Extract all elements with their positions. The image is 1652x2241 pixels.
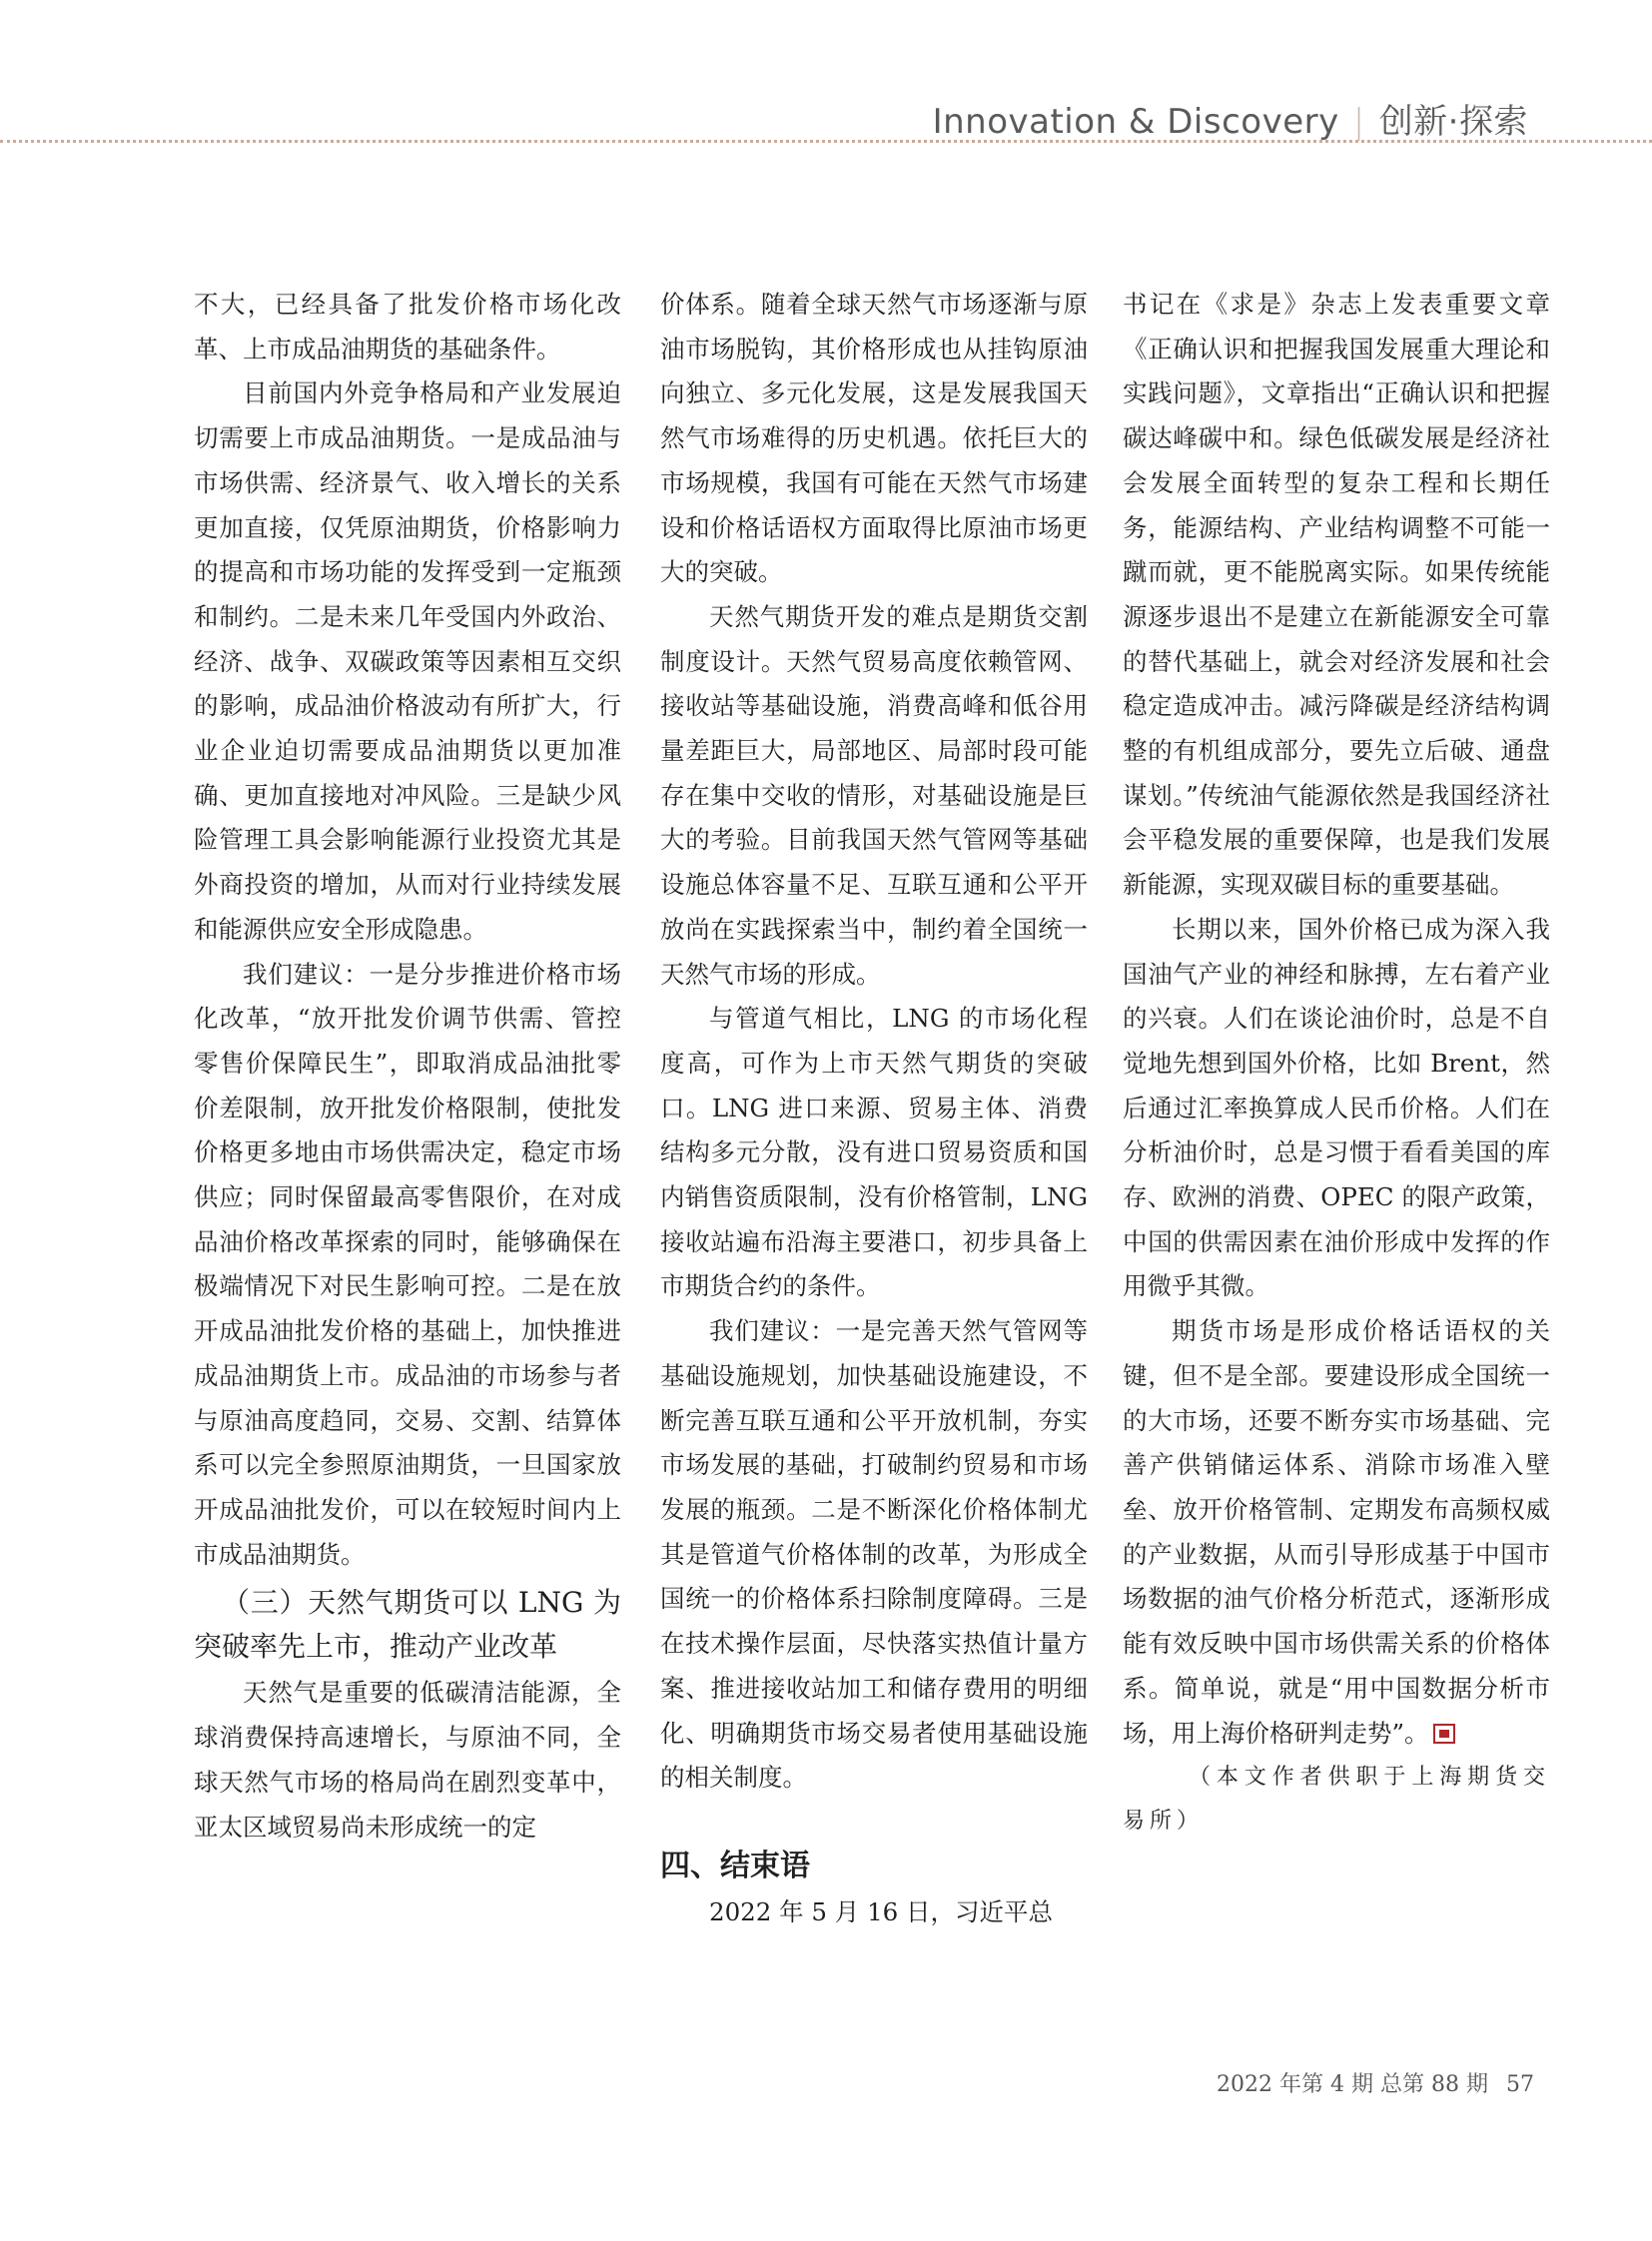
page-number: 57 bbox=[1506, 2072, 1534, 2097]
paragraph: 不大，已经具备了批发价格市场化改革、上市成品油期货的基础条件。 bbox=[194, 290, 621, 364]
section-name-english: Innovation & Discovery bbox=[932, 102, 1339, 142]
paragraph: 天然气是重要的低碳清洁能源，全球消费保持高速增长，与原油不同，全球天然气市场的格局尚在剧烈变革中，亚太区域贸易尚未形成统一的定 bbox=[194, 1678, 621, 1842]
subsection-heading: （三）天然气期货可以 LNG 为突破率先上市，推动产业改革 bbox=[194, 1586, 621, 1664]
section-name-chinese: 创新·探索 bbox=[1378, 102, 1528, 142]
running-head bbox=[933, 94, 1528, 143]
paragraph: 目前国内外竞争格局和产业发展迫切需要上市成品油期货。一是成品油与市场供需、经济景气、收入增长的关系更加直接，仅凭原油期货，价格影响力的提高和市场功能的发挥受到一定瓶颈和制约。二是未来几年受国内外政治、经济、战争、双碳政策等因素相互交织的影响，成品油价格波动有所扩大，行业企业迫切需要成品油期货以更加准确、更加直接地对冲风险。三是缺少风险管理工具会影响能源行业投资尤其是外商投资的增加，从而对行业持续发展和能源供应安全形成隐患。 bbox=[194, 378, 621, 944]
paragraph: 我们建议：一是分步推进价格市场化改革，“放开批发价调节供需、管控零售价保障民生”，即取消成品油批零价差限制，放开批发价格限制，使批发价格更多地由市场供需决定，稳定市场供应；同时保留最高零售限价，在对成品油价格改革探索的同时，能够确保在极端情况下对民生影响可控。二是在放开成品油批发价格的基础上，加快推进成品油期货上市。成品油的市场参与者与原油高度趋同，交易、交割、结算体系可以完全参照原油期货，一旦国家放开成品油批发价，可以在较短时间内上市成品油期货。 bbox=[194, 959, 621, 1569]
section-heading: 四、结束语 bbox=[660, 1848, 810, 1883]
paragraph: 书记在《求是》杂志上发表重要文章《正确认识和把握我国发展重大理论和实践问题》，文章指出“正确认识和把握碳达峰碳中和。绿色低碳发展是经济社会发展全面转型的复杂工程和长期任务，能源结构、产业结构调整不可能一蹴而就，更不能脱离实际。如果传统能源逐步退出不是建立在新能源安全可靠的替代基础上，就会对经济发展和社会稳定造成冲击。减污降碳是经济结构调整的有机组成部分，要先立后破、通盘谋划。”传统油气能源依然是我国经济社会平稳发展的重要保障，也是我们发展新能源，实现双碳目标的重要基础。 bbox=[1123, 290, 1550, 900]
paragraph: 价体系。随着全球天然气市场逐渐与原油市场脱钩，其价格形成也从挂钩原油向独立、多元化发展，这是发展我国天然气市场难得的历史机遇。依托巨大的市场规模，我国有可能在天然气市场建设和价格话语权方面取得比原油市场更大的突破。 bbox=[660, 290, 1088, 587]
header-dotted-rule bbox=[0, 140, 1652, 143]
text-column-3 bbox=[1123, 283, 1550, 1844]
paragraph: 我们建议：一是完善天然气管网等基础设施规划，加快基础设施建设，不断完善互联互通和公平开放机制，夯实市场发展的基础，打破制约贸易和市场发展的瓶颈。二是不断深化价格体制尤其是管道气价格体制的改革，为形成全国统一的价格体系扫除制度障碍。三是在技术操作层面，尽快落实热值计量方案、推进接收站加工和储存费用的明细化、明确期货市场交易者使用基础设施的相关制度。 bbox=[660, 1316, 1088, 1793]
paragraph: 2022 年 5 月 16 日，习近平总 bbox=[709, 1896, 1054, 1926]
text-column-1 bbox=[194, 283, 621, 1850]
paragraph: 与管道气相比，LNG 的市场化程度高，可作为上市天然气期货的突破口。LNG 进口来源、贸易主体、消费结构多元分散，没有进口贸易资质和国内销售资质限制，没有价格管制，LNG 接收站遍布沿海主要港口，初步具备上市期货合约的条件。 bbox=[660, 1004, 1088, 1301]
paragraph-final bbox=[1123, 1309, 1550, 1756]
header-separator: | bbox=[1352, 102, 1365, 142]
paragraph-text: 期货市场是形成价格话语权的关键，但不是全部。要建设形成全国统一的大市场，还要不断夯实市场基础、完善产供销储运体系、消除市场准入壁垒、放开价格管制、定期发布高频权威的产业数据，从而引导形成基于中国市场数据的油气价格分析范式，逐渐形成能有效反映中国市场供需关系的价格体系。简单说，就是“用中国数据分析市场，用上海价格研判走势”。 bbox=[1123, 1316, 1550, 1748]
issue-info: 2022 年第 4 期 总第 88 期 bbox=[1217, 2072, 1488, 2097]
page-header bbox=[0, 88, 1652, 140]
paragraph: 长期以来，国外价格已成为深入我国油气产业的神经和脉搏，左右着产业的兴衰。人们在谈论油价时，总是不自觉地先想到国外价格，比如 Brent，然后通过汇率换算成人民币价格。人们在分析油价时，总是习惯于看看美国的库存、欧洲的消费、OPEC 的限产政策，中国的供需因素在油价形成中发挥的作用微乎其微。 bbox=[1123, 914, 1550, 1301]
text-column-2 bbox=[660, 283, 1088, 1935]
end-of-article-icon bbox=[1433, 1724, 1455, 1744]
page-footer bbox=[1217, 2067, 1534, 2098]
paragraph: 天然气期货开发的难点是期货交割制度设计。天然气贸易高度依赖管网、接收站等基础设施，消费高峰和低谷用量差距巨大，局部地区、局部时段可能存在集中交收的情形，对基础设施是巨大的考验。目前我国天然气管网等基础设施总体容量不足、互联互通和公平开放尚在实践探索当中，制约着全国统一天然气市场的形成。 bbox=[660, 601, 1088, 989]
author-note: （本文作者供职于上海期货交易所） bbox=[1123, 1765, 1550, 1835]
